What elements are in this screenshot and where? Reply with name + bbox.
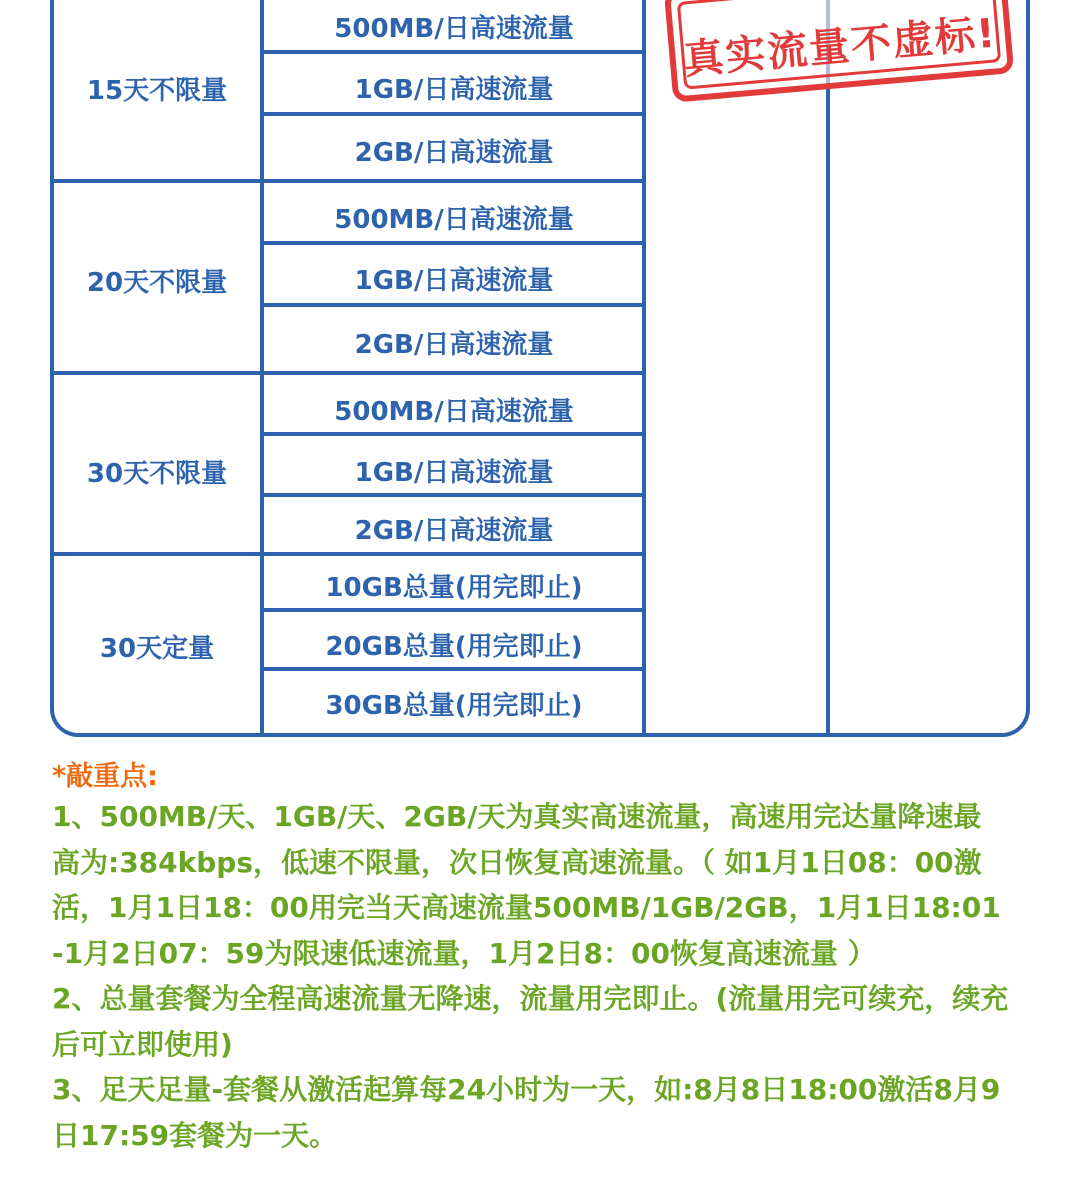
note-line: 1、500MB/天、1GB/天、2GB/天为真实高速流量，高速用完达量降速最 <box>52 800 982 833</box>
plan-option: 1GB/日高速流量 <box>354 75 554 105</box>
row-divider <box>264 112 644 116</box>
plan-option: 2GB/日高速流量 <box>354 138 554 168</box>
plan-option: 30GB总量(用完即止) <box>325 691 583 721</box>
plan-option: 500MB/日高速流量 <box>334 14 574 44</box>
plan-option: 500MB/日高速流量 <box>334 397 574 427</box>
plan-option: 1GB/日高速流量 <box>354 458 554 488</box>
plan-table <box>50 0 1030 737</box>
plan-option: 10GB总量(用完即止) <box>325 573 583 603</box>
row-divider <box>264 50 644 54</box>
table-divider <box>826 0 830 733</box>
table-divider <box>260 0 264 733</box>
row-divider <box>264 493 644 497</box>
group-divider <box>54 179 644 183</box>
row-divider <box>264 303 644 307</box>
group-divider <box>54 371 644 375</box>
plan-duration: 20天不限量 <box>86 268 228 298</box>
row-divider <box>264 608 644 612</box>
table-divider <box>642 0 646 733</box>
plan-duration: 30天定量 <box>99 634 215 664</box>
plan-option: 2GB/日高速流量 <box>354 330 554 360</box>
note-line: 日17:59套餐为一天。 <box>52 1118 338 1152</box>
note-line: -1月2日07：59为限速低速流量，1月2日8：00恢复高速流量 ） <box>52 936 876 970</box>
row-divider <box>264 667 644 671</box>
stamp-text: 真实流量不虚标! <box>681 9 999 84</box>
note-line: 2、总量套餐为全程高速流量无降速，流量用完即止。(流量用完可续充，续充 <box>52 982 1009 1015</box>
notes-title: *敲重点: <box>52 761 158 792</box>
note-line: 活，1月1日18：00用完当天高速流量500MB/1GB/2GB，1月1日18:01 <box>52 891 1001 924</box>
plan-duration: 15天不限量 <box>86 76 228 106</box>
row-divider <box>264 432 644 436</box>
plan-option: 20GB总量(用完即止) <box>325 632 583 662</box>
plan-option: 500MB/日高速流量 <box>334 205 574 235</box>
plan-duration: 30天不限量 <box>86 459 228 489</box>
row-divider <box>264 241 644 245</box>
note-line: 3、足天足量-套餐从激活起算每24小时为一天，如:8月8日18:00激活8月9 <box>52 1073 1001 1106</box>
plan-option: 1GB/日高速流量 <box>354 266 554 296</box>
group-divider <box>54 552 644 556</box>
plan-option: 2GB/日高速流量 <box>354 516 554 546</box>
note-line: 后可立即使用) <box>52 1027 233 1061</box>
note-line: 高为:384kbps，低速不限量，次日恢复高速流量。（ 如1月1日08：00激 <box>52 845 982 879</box>
key-notes <box>52 760 1052 1158</box>
